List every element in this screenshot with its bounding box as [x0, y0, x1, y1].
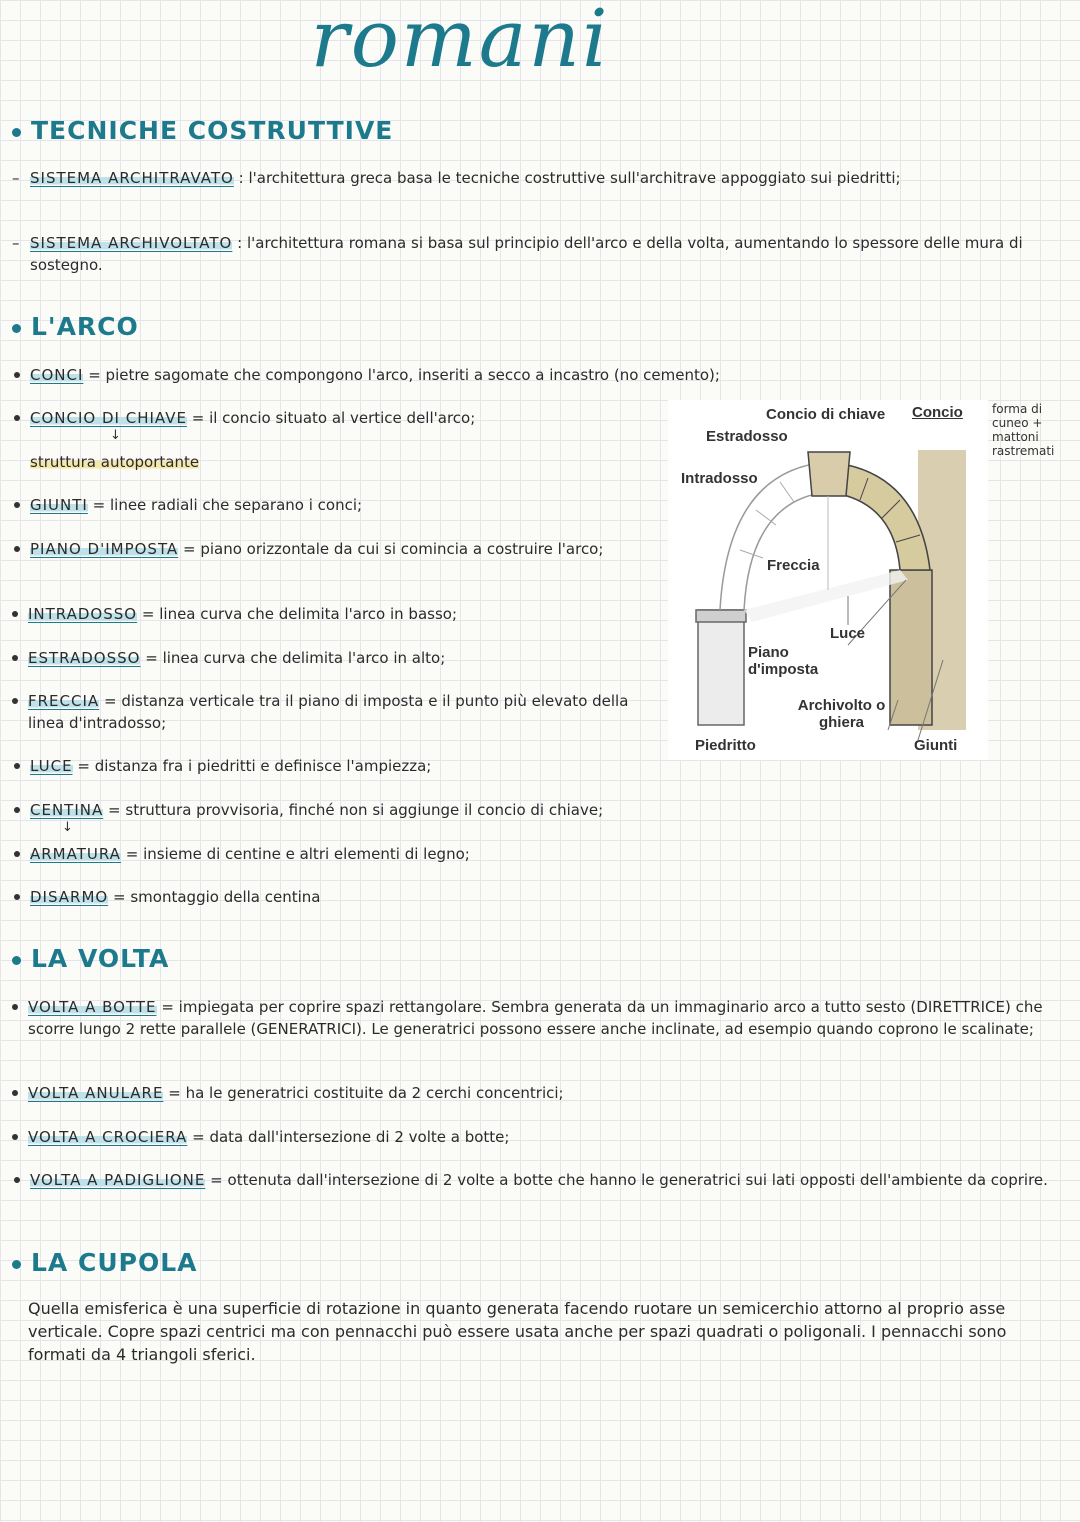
- arrow-down-icon: ↓: [62, 820, 73, 835]
- item-centina: CENTINA = struttura provvisoria, finché non si aggiunge il concio di chiave;: [30, 799, 790, 821]
- heading-arco: L'ARCO: [12, 312, 139, 341]
- label-archivolto: Archivolto o ghiera: [797, 697, 886, 731]
- heading-tecniche: TECNICHE COSTRUTTIVE: [12, 116, 393, 145]
- item-volta-a-padiglione: VOLTA A PADIGLIONE = ottenuta dall'intersezione di 2 volte a botte che hanno le generatrici sui lati opposti dell'ambiente da coprire.: [30, 1169, 1050, 1191]
- item-luce: LUCE = distanza fra i piedritti e definisce l'ampiezza;: [30, 755, 650, 777]
- definition: l'architettura greca basa le tecniche costruttive sull'architrave appoggiato sui piedritti;: [248, 169, 901, 187]
- item-conci: CONCI = pietre sagomate che compongono l'arco, inseriti a secco a incastro (no cemento);: [30, 364, 1030, 386]
- arrow-down-icon: ↓: [110, 428, 121, 443]
- item-intradosso: INTRADOSSO = linea curva che delimita l'arco in basso;: [28, 603, 648, 625]
- item-volta-anulare: VOLTA ANULARE = ha le generatrici costituite da 2 cerchi concentrici;: [28, 1082, 1048, 1104]
- term: SISTEMA ARCHITRAVATO: [30, 169, 234, 187]
- item-estradosso: ESTRADOSSO = linea curva che delimita l'arco in alto;: [28, 647, 648, 669]
- heading-volta: LA VOLTA: [12, 944, 169, 973]
- item-sistema-architravato: – SISTEMA ARCHITRAVATO : l'architettura greca basa le tecniche costruttive sull'architrave appoggiato sui piedritti;: [12, 169, 901, 187]
- label-luce: Luce: [830, 625, 866, 642]
- item-giunti: GIUNTI = linee radiali che separano i conci;: [30, 494, 650, 516]
- label-concio-chiave: Concio di chiave: [766, 406, 886, 423]
- label-piano-imposta: Piano d'imposta: [748, 644, 819, 678]
- label-concio: Concio: [912, 404, 963, 421]
- item-freccia: FRECCIA = distanza verticale tra il piano di imposta e il punto più elevato della linea d'intradosso;: [28, 690, 638, 734]
- item-sistema-archivoltato: – SISTEMA ARCHIVOLTATO : l'architettura romana si basa sul principio dell'arco e della volta, aumentando lo spessore delle mura di sostegno.: [12, 234, 1023, 274]
- item-volta-a-botte: VOLTA A BOTTE = impiegata per coprire spazi rettangolare. Sembra generata da un immaginario arco a tutto sesto (DIRETTRICE) che scorre lungo 2 rette parallele (GENERATRICI). Le generatrici possono essere anche inclinate, ad esempio quando coprono le scalinate;: [28, 996, 1048, 1040]
- label-piedritto: Piedritto: [695, 737, 756, 754]
- page-title: romani: [310, 0, 610, 85]
- term: SISTEMA ARCHIVOLTATO: [30, 234, 233, 252]
- label-estradosso: Estradosso: [706, 428, 788, 445]
- arch-diagram: [668, 400, 988, 760]
- cupola-paragraph: Quella emisferica è una superficie di rotazione in quanto generata facendo ruotare un semicerchio attorno al proprio asse verticale. Copre spazi centrici ma con pennacchi può essere usata anche per spazi quadrati o poligonali. I pennacchi sono formati da 4 triangoli sferici.: [28, 1299, 1007, 1364]
- item-piano-imposta: PIANO D'IMPOSTA = piano orizzontale da cui si comincia a costruire l'arco;: [30, 538, 640, 560]
- item-concio-di-chiave: CONCIO DI CHIAVE = il concio situato al vertice dell'arco;: [30, 407, 650, 429]
- side-note-concio: forma di cuneo + mattoni rastremati: [992, 402, 1055, 458]
- item-armatura: ARMATURA = insieme di centine e altri elementi di legno;: [30, 843, 790, 865]
- label-intradosso: Intradosso: [681, 470, 758, 487]
- definition: l'architettura romana si basa sul principio dell'arco e della volta, aumentando lo spessore delle mura di sostegno.: [30, 234, 1023, 274]
- label-giunti: Giunti: [914, 737, 958, 754]
- label-freccia: Freccia: [767, 557, 820, 574]
- item-volta-a-crociera: VOLTA A CROCIERA = data dall'intersezione di 2 volte a botte;: [28, 1126, 1048, 1148]
- item-struttura-autoportante: struttura autoportante: [30, 453, 200, 471]
- item-disarmo: DISARMO = smontaggio della centina: [30, 886, 790, 908]
- heading-cupola: LA CUPOLA: [12, 1248, 197, 1277]
